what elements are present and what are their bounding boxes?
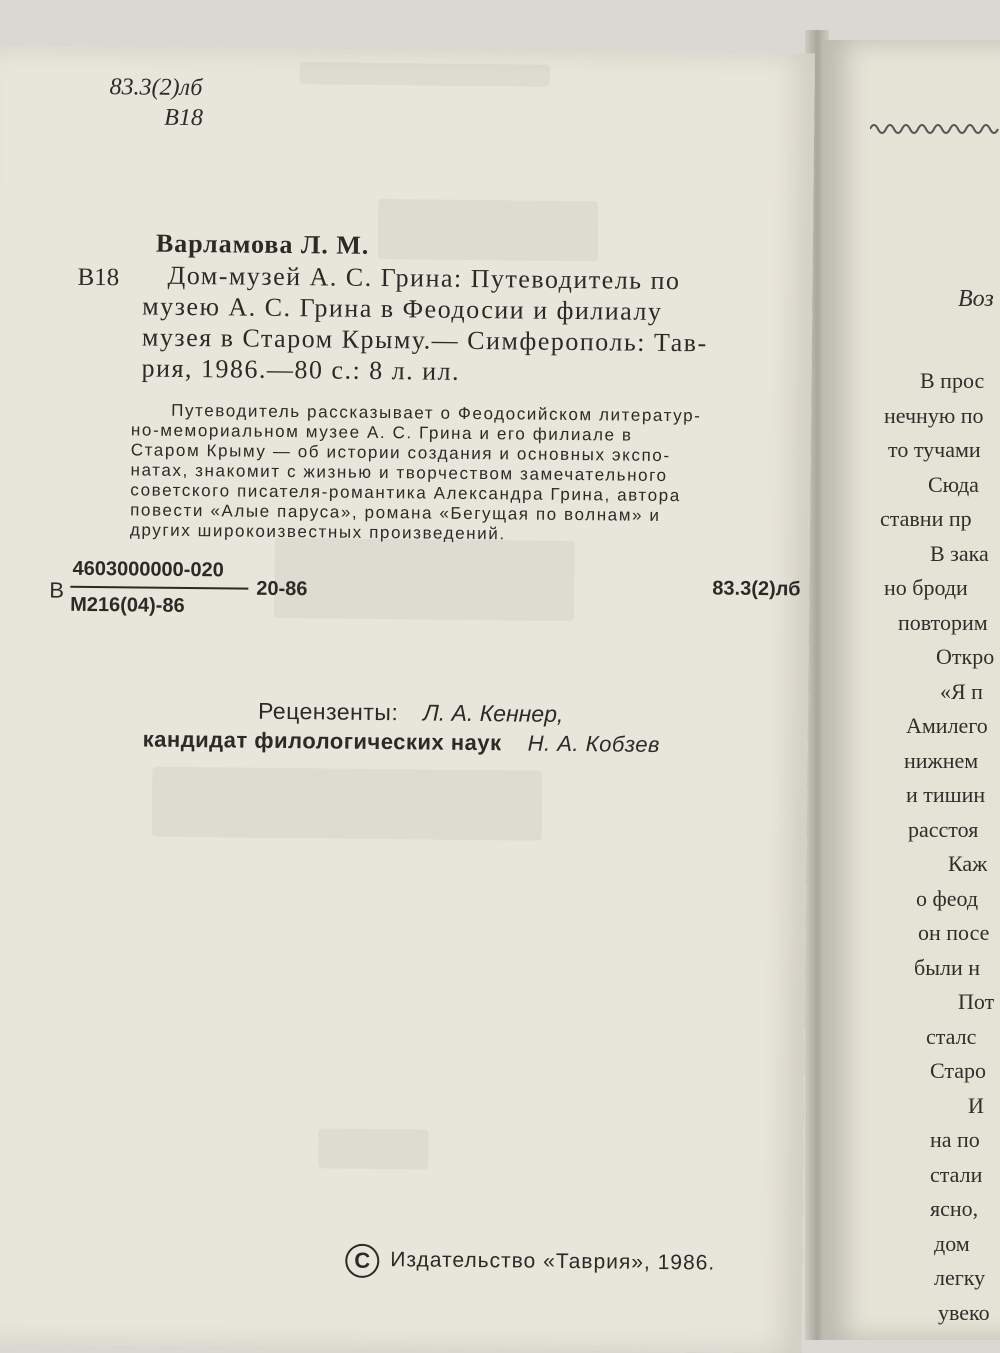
index-fraction-rule (70, 586, 248, 590)
right-heading-fragment: Воз (958, 286, 994, 312)
right-page-line: были н (914, 955, 980, 980)
reviewer-1: Л. А. Кеннер, (422, 699, 564, 727)
reviewers-label: Рецензенты: (257, 697, 399, 726)
right-page-line: В зака (930, 541, 989, 566)
copyright-icon: С (345, 1244, 379, 1278)
right-page-line: увеко (938, 1300, 990, 1325)
catalog-mark: В18 (77, 263, 120, 292)
right-page-line: Сюда (928, 472, 979, 497)
reviewer-2-name: Н. А. Кобзев (527, 730, 661, 757)
right-page-line: И (968, 1093, 984, 1118)
right-page-line: ясно, (930, 1196, 979, 1221)
publisher-line: Издательство «Таврия», 1986. (390, 1248, 716, 1275)
abstract-line: других широкоизвестных произведений. (129, 520, 506, 544)
right-page-line: Старо (930, 1058, 987, 1083)
right-page-line: повторим (898, 610, 988, 635)
author-mark: В18 (164, 104, 204, 132)
index-letter: В (49, 577, 65, 603)
index-code: 20-86 (256, 577, 308, 601)
abstract-line: натах, знакомит с жизнью и творчеством замечательного (130, 460, 668, 486)
bibliographic-entry-line: музею А. С. Грина в Феодосии и филиалу (142, 291, 663, 326)
right-page-line: Каж (948, 851, 988, 876)
right-page-line: нижнем (904, 748, 979, 773)
index-numerator: 4603000000-020 (72, 557, 224, 582)
bibliographic-entry-line: Дом-музей А. С. Грина: Путеводитель по (167, 260, 681, 296)
right-page-line: и тишин (906, 782, 986, 807)
bibliographic-entry-line: музея в Старом Крыму.— Симферополь: Тав- (141, 322, 708, 358)
right-page-line: легку (934, 1265, 986, 1290)
right-page-line: стали (930, 1162, 983, 1187)
right-page-line: «Я п (940, 679, 983, 704)
right-page-line: нечную по (884, 403, 984, 428)
right-page-line: Амилего (906, 713, 988, 738)
author-name: Варламова Л. М. (155, 228, 370, 260)
right-page-line: то тучами (888, 437, 981, 462)
reviewer-2-degree: кандидат филологических наук (142, 726, 502, 756)
abstract-line: Старом Крыму — об истории создания и основных экспо- (130, 440, 671, 466)
right-page-line: о феод (916, 886, 979, 911)
decorative-wave-border (870, 118, 1000, 140)
index-denominator: М216(04)-86 (70, 593, 185, 617)
right-page-line: ставни пр (880, 506, 972, 531)
abstract-line: советского писателя-романтика Александра Грина, автора (130, 480, 681, 506)
abstract-line: но-мемориальном музее А. С. Грина и его филиале в (130, 420, 633, 445)
right-page-line: Откро (936, 644, 995, 669)
right-page-line: он посе (918, 920, 990, 945)
left-page (0, 45, 815, 1353)
right-page-line: расстоя (908, 817, 979, 842)
right-page-line: В прос (920, 368, 985, 393)
bibliographic-entry-line: рия, 1986.—80 с.: 8 л. ил. (141, 353, 461, 386)
index-bbk: 83.3(2)лб (712, 577, 801, 601)
abstract-line: повести «Алые паруса», романа «Бегущая по волнам» и (130, 500, 661, 525)
right-page-line: дом (934, 1231, 970, 1256)
right-page-line: но броди (884, 575, 968, 600)
bbk-code: 83.3(2)лб (109, 74, 203, 102)
right-page-line: на по (930, 1127, 980, 1152)
abstract-line: Путеводитель рассказывает о Феодосийском литератур- (171, 400, 702, 426)
right-page-line: сталс (926, 1024, 977, 1049)
right-page-line: Пот (958, 989, 995, 1014)
